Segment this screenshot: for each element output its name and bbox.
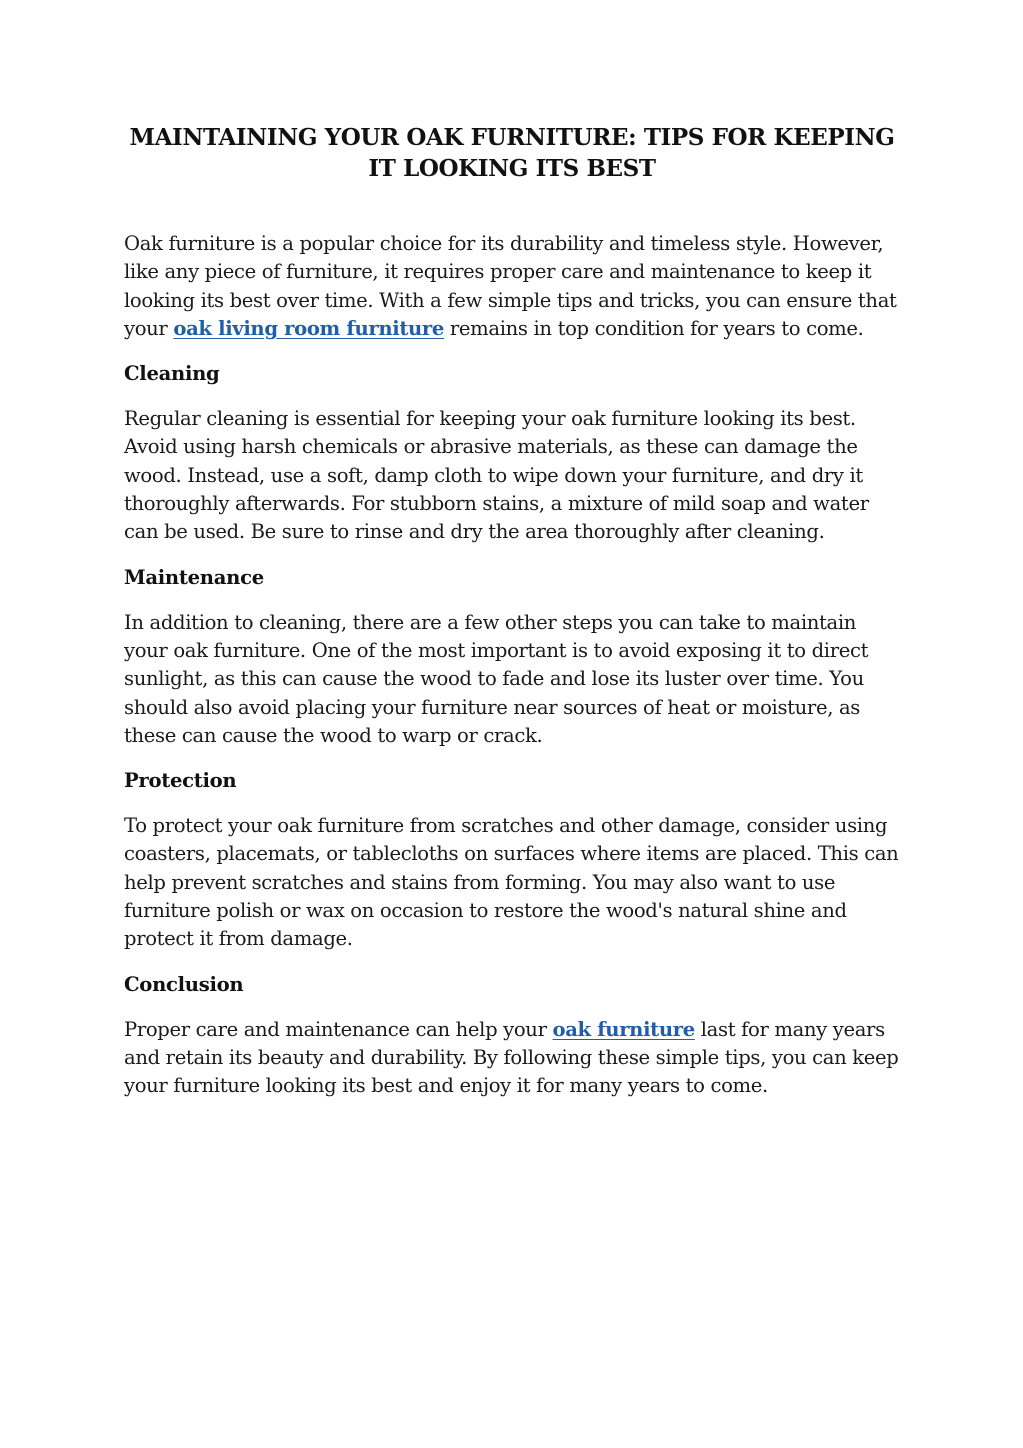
conclusion-text-after-link: last for many years and retain its beauty and durability. By following these simple tips, you can keep your furniture looking its best and enjoy it for many years to come. <box>124 1017 899 1098</box>
intro-text-before-link: Oak furniture is a popular choice for its durability and timeless style. However, like any piece of furniture, it requires proper care and maintenance to keep it looking its best over time. With a few simple tips and tricks, you can ensure that your <box>124 232 897 340</box>
section-body-conclusion <box>124 1016 900 1101</box>
section-body-cleaning: Regular cleaning is essential for keeping your oak furniture looking its best. Avoid using harsh chemicals or abrasive materials, as these can damage the wood. Instead, use a soft, damp cloth to wipe down your furniture, and dry it thoroughly afterwards. For stubborn stains, a mixture of mild soap and water can be used. Be sure to rinse and dry the area thoroughly after cleaning. <box>124 407 869 544</box>
section-body-maintenance: In addition to cleaning, there are a few other steps you can take to maintain your oak furniture. One of the most important is to avoid exposing it to direct sunlight, as this can cause the wood to fade and lose its luster over time. You should also avoid placing your furniture near sources of heat or moisture, as these can cause the wood to warp or crack. <box>124 610 869 747</box>
section-heading-cleaning: Cleaning <box>124 362 220 386</box>
section-heading-conclusion: Conclusion <box>124 972 244 996</box>
document-page <box>124 122 900 1101</box>
document-title: MAINTAINING YOUR OAK FURNITURE: TIPS FOR KEEPING IT LOOKING ITS BEST <box>129 124 895 182</box>
oak-living-room-furniture-link[interactable]: oak living room furniture <box>173 316 445 340</box>
intro-paragraph <box>124 230 900 343</box>
section-heading-protection: Protection <box>124 769 237 793</box>
section-body-protection: To protect your oak furniture from scratches and other damage, consider using coasters, placemats, or tablecloths on surfaces where items are placed. This can help prevent scratches and stains from forming. You may also want to use furniture polish or wax on occasion to restore the wood's natural shine and protect it from damage. <box>124 814 899 951</box>
intro-text-after-link: remains in top condition for years to come. <box>444 316 864 340</box>
section-heading-maintenance: Maintenance <box>124 565 264 589</box>
conclusion-text-before-link: Proper care and maintenance can help your <box>124 1017 553 1041</box>
oak-furniture-link[interactable]: oak furniture <box>552 1017 695 1041</box>
